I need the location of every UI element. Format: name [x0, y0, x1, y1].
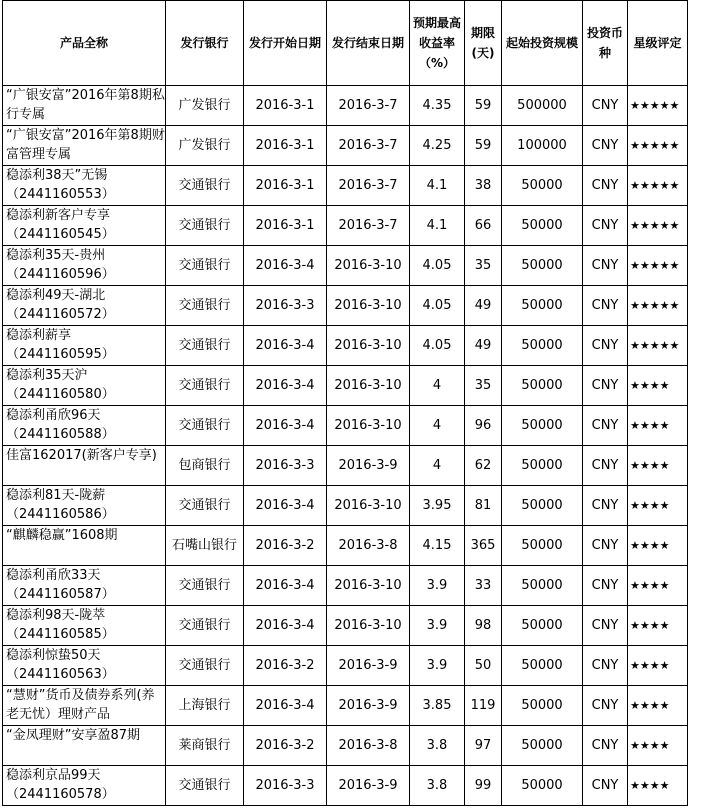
- end-date-cell: 2016-3-10: [327, 246, 410, 286]
- currency-cell: CNY: [583, 646, 628, 686]
- currency-cell: CNY: [583, 686, 628, 726]
- product-name-cell: [3, 206, 166, 246]
- star-rating-cell: ★★★★: [628, 406, 688, 446]
- table-row: [3, 446, 688, 486]
- product-name-cell: [3, 686, 166, 726]
- term-days-cell: 96: [465, 406, 502, 446]
- min-investment-cell: 50000: [502, 446, 583, 486]
- start-date-cell: 2016-3-4: [244, 246, 327, 286]
- start-date-cell: 2016-3-1: [244, 126, 327, 166]
- start-date-cell: 2016-3-2: [244, 526, 327, 566]
- start-date-cell: 2016-3-4: [244, 326, 327, 366]
- star-rating-cell: ★★★★★: [628, 326, 688, 366]
- currency-cell: CNY: [583, 206, 628, 246]
- product-name-text: 稳添利49天-湖北（2441160572）: [6, 288, 115, 322]
- currency-cell: CNY: [583, 766, 628, 806]
- table-row: [3, 206, 688, 246]
- product-name-text: 稳添利98天-陇萃（2441160585）: [6, 608, 115, 642]
- product-name-text: 稳添利甬欣96天（2441160588）: [6, 408, 115, 442]
- start-date-cell: 2016-3-4: [244, 406, 327, 446]
- min-investment-cell: 50000: [502, 326, 583, 366]
- product-name-cell: [3, 166, 166, 206]
- table-row: [3, 126, 688, 166]
- star-rating-cell: ★★★★★: [628, 286, 688, 326]
- star-rating-cell: ★★★★: [628, 646, 688, 686]
- product-name-cell: [3, 726, 166, 766]
- header-row: [3, 1, 688, 86]
- currency-cell: CNY: [583, 166, 628, 206]
- term-days-cell: 59: [465, 126, 502, 166]
- currency-cell: CNY: [583, 406, 628, 446]
- product-name-cell: [3, 486, 166, 526]
- product-name-cell: [3, 446, 166, 486]
- min-investment-cell: 500000: [502, 86, 583, 126]
- table-row: [3, 406, 688, 446]
- end-date-cell: 2016-3-9: [327, 646, 410, 686]
- star-rating-cell: ★★★★★: [628, 86, 688, 126]
- term-days-cell: 98: [465, 606, 502, 646]
- col-issuing-bank-header: 发行银行: [166, 1, 244, 86]
- start-date-cell: 2016-3-3: [244, 446, 327, 486]
- end-date-cell: 2016-3-8: [327, 526, 410, 566]
- expected-yield-cell: 4: [410, 446, 465, 486]
- table-row: [3, 686, 688, 726]
- star-rating-cell: ★★★★: [628, 486, 688, 526]
- col-term-days-header: 期限(天): [465, 1, 502, 86]
- min-investment-cell: 50000: [502, 286, 583, 326]
- issuing-bank-cell: 交通银行: [166, 606, 244, 646]
- term-days-cell: 99: [465, 766, 502, 806]
- star-rating-cell: ★★★★: [628, 446, 688, 486]
- issuing-bank-cell: 交通银行: [166, 766, 244, 806]
- term-days-cell: 59: [465, 86, 502, 126]
- issuing-bank-cell: 交通银行: [166, 646, 244, 686]
- issuing-bank-cell: 交通银行: [166, 286, 244, 326]
- currency-cell: CNY: [583, 726, 628, 766]
- star-rating-cell: ★★★★★: [628, 126, 688, 166]
- min-investment-cell: 50000: [502, 166, 583, 206]
- col-currency-header: 投资币种: [583, 1, 628, 86]
- min-investment-cell: 50000: [502, 726, 583, 766]
- product-name-cell: [3, 526, 166, 566]
- col-product-name-header: 产品全称: [3, 1, 166, 86]
- issuing-bank-cell: 交通银行: [166, 366, 244, 406]
- expected-yield-cell: 4.1: [410, 166, 465, 206]
- product-table: [2, 0, 688, 806]
- end-date-cell: 2016-3-9: [327, 686, 410, 726]
- end-date-cell: 2016-3-7: [327, 126, 410, 166]
- end-date-cell: 2016-3-10: [327, 326, 410, 366]
- end-date-cell: 2016-3-10: [327, 406, 410, 446]
- issuing-bank-cell: 广发银行: [166, 86, 244, 126]
- product-name-cell: [3, 286, 166, 326]
- term-days-cell: 33: [465, 566, 502, 606]
- product-name-text: 佳富162017(新客户专享): [6, 448, 157, 463]
- product-name-cell: [3, 246, 166, 286]
- table-row: [3, 646, 688, 686]
- term-days-cell: 49: [465, 326, 502, 366]
- product-name-text: “广银安富”2016年第8期财富管理专属: [6, 128, 165, 162]
- expected-yield-cell: 4: [410, 406, 465, 446]
- product-name-cell: [3, 766, 166, 806]
- currency-cell: CNY: [583, 286, 628, 326]
- term-days-cell: 62: [465, 446, 502, 486]
- min-investment-cell: 50000: [502, 486, 583, 526]
- product-name-cell: [3, 646, 166, 686]
- term-days-cell: 81: [465, 486, 502, 526]
- min-investment-cell: 50000: [502, 686, 583, 726]
- issuing-bank-cell: 交通银行: [166, 486, 244, 526]
- currency-cell: CNY: [583, 446, 628, 486]
- start-date-cell: 2016-3-3: [244, 766, 327, 806]
- product-name-text: “麒麟稳赢”1608期: [6, 528, 118, 543]
- end-date-cell: 2016-3-10: [327, 486, 410, 526]
- star-rating-cell: ★★★★: [628, 606, 688, 646]
- issuing-bank-cell: 莱商银行: [166, 726, 244, 766]
- end-date-cell: 2016-3-7: [327, 206, 410, 246]
- start-date-cell: 2016-3-2: [244, 726, 327, 766]
- term-days-cell: 50: [465, 646, 502, 686]
- start-date-cell: 2016-3-4: [244, 486, 327, 526]
- product-name-text: “金凤理财”安享盈87期: [6, 728, 141, 743]
- currency-cell: CNY: [583, 126, 628, 166]
- table-row: [3, 566, 688, 606]
- table-row: [3, 86, 688, 126]
- start-date-cell: 2016-3-4: [244, 566, 327, 606]
- min-investment-cell: 50000: [502, 526, 583, 566]
- col-start-date-header: 发行开始日期: [244, 1, 327, 86]
- currency-cell: CNY: [583, 486, 628, 526]
- star-rating-cell: ★★★★: [628, 566, 688, 606]
- product-name-text: 稳添利35天-贵州（2441160596）: [6, 248, 115, 282]
- product-name-cell: [3, 326, 166, 366]
- table-row: [3, 606, 688, 646]
- product-name-text: 稳添利新客户专享（2441160545）: [6, 208, 115, 242]
- end-date-cell: 2016-3-10: [327, 286, 410, 326]
- issuing-bank-cell: 石嘴山银行: [166, 526, 244, 566]
- table-row: [3, 166, 688, 206]
- expected-yield-cell: 3.8: [410, 766, 465, 806]
- term-days-cell: 66: [465, 206, 502, 246]
- term-days-cell: 365: [465, 526, 502, 566]
- min-investment-cell: 50000: [502, 366, 583, 406]
- issuing-bank-cell: 包商银行: [166, 446, 244, 486]
- product-name-cell: [3, 606, 166, 646]
- expected-yield-cell: 4.15: [410, 526, 465, 566]
- expected-yield-cell: 3.85: [410, 686, 465, 726]
- table-row: [3, 526, 688, 566]
- term-days-cell: 97: [465, 726, 502, 766]
- product-name-text: 稳添利81天-陇薪（2441160586）: [6, 488, 115, 522]
- currency-cell: CNY: [583, 86, 628, 126]
- product-name-cell: [3, 86, 166, 126]
- star-rating-cell: ★★★★: [628, 726, 688, 766]
- issuing-bank-cell: 交通银行: [166, 166, 244, 206]
- issuing-bank-cell: 交通银行: [166, 246, 244, 286]
- table-row: [3, 366, 688, 406]
- start-date-cell: 2016-3-3: [244, 286, 327, 326]
- min-investment-cell: 50000: [502, 206, 583, 246]
- product-name-cell: [3, 406, 166, 446]
- table-row: [3, 286, 688, 326]
- end-date-cell: 2016-3-10: [327, 606, 410, 646]
- product-name-text: “慧财”货币及债券系列(养老无忧）理财产品: [6, 688, 155, 722]
- product-name-text: 稳添利甬欣33天（2441160587）: [6, 568, 115, 602]
- issuing-bank-cell: 交通银行: [166, 566, 244, 606]
- product-name-text: 稳添利35天沪（2441160580）: [6, 368, 115, 402]
- product-name-cell: [3, 366, 166, 406]
- term-days-cell: 119: [465, 686, 502, 726]
- currency-cell: CNY: [583, 526, 628, 566]
- expected-yield-cell: 4.05: [410, 246, 465, 286]
- issuing-bank-cell: 交通银行: [166, 406, 244, 446]
- end-date-cell: 2016-3-7: [327, 166, 410, 206]
- start-date-cell: 2016-3-1: [244, 206, 327, 246]
- expected-yield-cell: 3.95: [410, 486, 465, 526]
- expected-yield-cell: 4.05: [410, 326, 465, 366]
- star-rating-cell: ★★★★: [628, 766, 688, 806]
- term-days-cell: 35: [465, 366, 502, 406]
- col-min-investment-header: 起始投资规模: [502, 1, 583, 86]
- table-row: [3, 486, 688, 526]
- col-star-rating-header: 星级评定: [628, 1, 688, 86]
- start-date-cell: 2016-3-4: [244, 606, 327, 646]
- issuing-bank-cell: 交通银行: [166, 206, 244, 246]
- min-investment-cell: 50000: [502, 606, 583, 646]
- star-rating-cell: ★★★★★: [628, 246, 688, 286]
- table-row: [3, 726, 688, 766]
- product-name-text: 稳添利惊蛰50天（2441160563）: [6, 648, 115, 682]
- expected-yield-cell: 4.1: [410, 206, 465, 246]
- star-rating-cell: ★★★★★: [628, 166, 688, 206]
- table-row: [3, 766, 688, 806]
- currency-cell: CNY: [583, 366, 628, 406]
- term-days-cell: 38: [465, 166, 502, 206]
- end-date-cell: 2016-3-10: [327, 366, 410, 406]
- term-days-cell: 49: [465, 286, 502, 326]
- product-name-cell: [3, 566, 166, 606]
- currency-cell: CNY: [583, 246, 628, 286]
- col-end-date-header: 发行结束日期: [327, 1, 410, 86]
- expected-yield-cell: 4.35: [410, 86, 465, 126]
- product-name-text: “广银安富”2016年第8期私行专属: [6, 88, 165, 122]
- end-date-cell: 2016-3-9: [327, 766, 410, 806]
- col-expected-yield-header: 预期最高收益率（%）: [410, 1, 465, 86]
- table-row: [3, 246, 688, 286]
- table-header: [3, 1, 688, 86]
- expected-yield-cell: 3.9: [410, 646, 465, 686]
- min-investment-cell: 50000: [502, 566, 583, 606]
- star-rating-cell: ★★★★: [628, 686, 688, 726]
- min-investment-cell: 50000: [502, 246, 583, 286]
- min-investment-cell: 100000: [502, 126, 583, 166]
- star-rating-cell: ★★★★: [628, 526, 688, 566]
- end-date-cell: 2016-3-7: [327, 86, 410, 126]
- start-date-cell: 2016-3-1: [244, 166, 327, 206]
- currency-cell: CNY: [583, 326, 628, 366]
- star-rating-cell: ★★★★: [628, 366, 688, 406]
- end-date-cell: 2016-3-10: [327, 566, 410, 606]
- issuing-bank-cell: 广发银行: [166, 126, 244, 166]
- product-name-text: 稳添利京品99天（2441160578）: [6, 768, 115, 802]
- expected-yield-cell: 3.8: [410, 726, 465, 766]
- end-date-cell: 2016-3-9: [327, 446, 410, 486]
- start-date-cell: 2016-3-4: [244, 366, 327, 406]
- product-name-text: 稳添利薪享（2441160595）: [6, 328, 115, 362]
- start-date-cell: 2016-3-1: [244, 86, 327, 126]
- currency-cell: CNY: [583, 606, 628, 646]
- expected-yield-cell: 3.9: [410, 606, 465, 646]
- min-investment-cell: 50000: [502, 406, 583, 446]
- table-body: [3, 86, 688, 806]
- table-row: [3, 326, 688, 366]
- end-date-cell: 2016-3-8: [327, 726, 410, 766]
- min-investment-cell: 50000: [502, 646, 583, 686]
- product-name-cell: [3, 126, 166, 166]
- star-rating-cell: ★★★★★: [628, 206, 688, 246]
- issuing-bank-cell: 交通银行: [166, 326, 244, 366]
- start-date-cell: 2016-3-2: [244, 646, 327, 686]
- expected-yield-cell: 4: [410, 366, 465, 406]
- expected-yield-cell: 4.25: [410, 126, 465, 166]
- start-date-cell: 2016-3-4: [244, 686, 327, 726]
- term-days-cell: 35: [465, 246, 502, 286]
- currency-cell: CNY: [583, 566, 628, 606]
- product-name-text: 稳添利38天”无锡（2441160553）: [6, 168, 115, 202]
- issuing-bank-cell: 上海银行: [166, 686, 244, 726]
- expected-yield-cell: 3.9: [410, 566, 465, 606]
- expected-yield-cell: 4.05: [410, 286, 465, 326]
- min-investment-cell: 50000: [502, 766, 583, 806]
